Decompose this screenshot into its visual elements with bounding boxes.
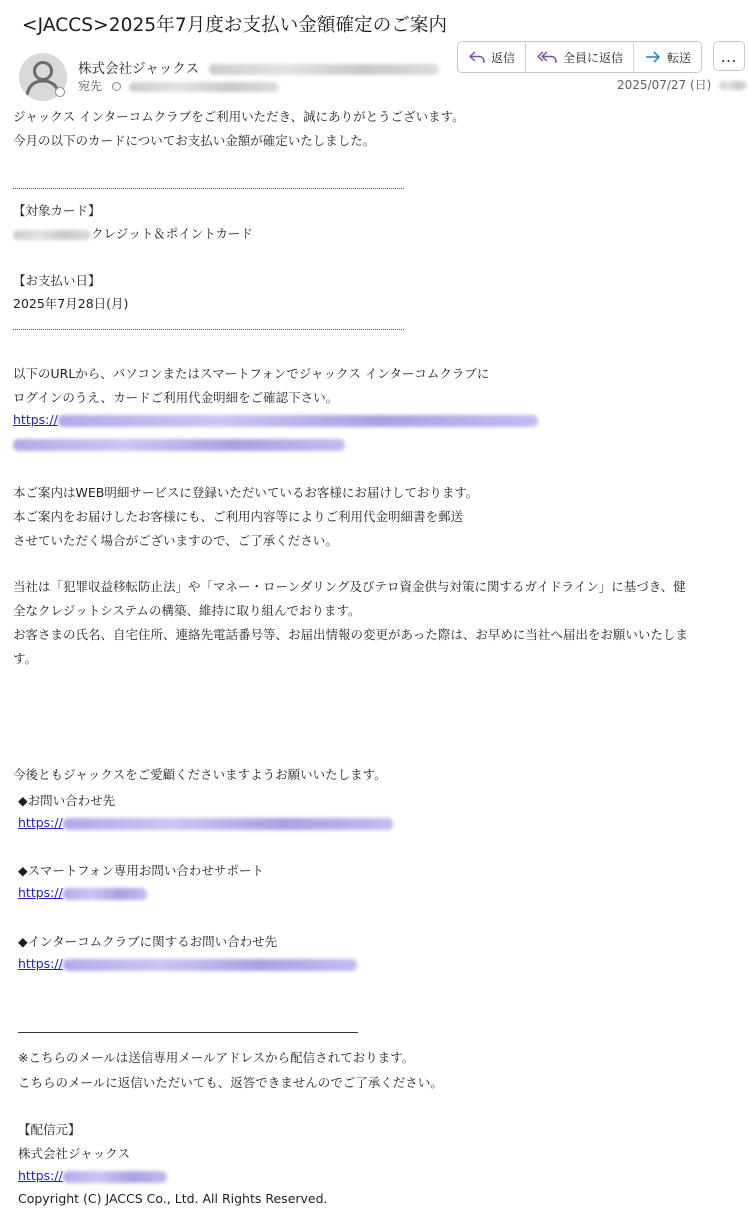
reply-button[interactable] [458,42,526,72]
reply-all-button[interactable] [526,42,634,72]
statement-link[interactable] [13,412,538,427]
law-line-4: す。 [13,651,38,666]
sender-link-redacted[interactable] [63,1171,167,1183]
payment-date: 2025年7月28日(月) [13,296,129,311]
contact-2-link-redacted[interactable] [63,888,147,900]
statement-link-redacted-2[interactable] [13,439,345,451]
presence-status-icon [55,87,65,97]
contact-3-link-prefix[interactable]: https:// [18,956,63,971]
sender-link-prefix[interactable]: https:// [18,1168,63,1183]
dotted-divider-top [13,188,404,189]
contact-2-label: ◆スマートフォン専用お問い合わせサポート [18,863,264,878]
contact-1-link[interactable] [18,815,393,830]
email-date [617,76,747,93]
copyright: Copyright (C) JACCS Co., Ltd. All Rights Reserved. [18,1191,328,1206]
url-intro-line-2: ログインのうえ、カードご利用代金明細をご確認下さい。 [13,390,339,405]
card-name: クレジット＆ポイントカード [91,226,253,241]
sender-name[interactable]: 株式会社ジャックス [78,61,200,77]
more-icon: … [720,46,738,66]
reply-icon [468,49,486,65]
to-label: 宛先 [78,79,103,93]
recipient-line [78,77,279,94]
recipient-status-icon [112,82,121,91]
statement-link-continued[interactable] [13,436,345,451]
reply-all-label: 全員に返信 [563,50,624,65]
footer-divider [18,1032,358,1033]
footer-line-1: ※こちらのメールは送信専用メールアドレスから配信されております。 [18,1050,415,1065]
sender-company: 株式会社ジャックス [18,1146,131,1161]
greeting-line-1: ジャックス インターコムクラブをご利用いただき、誠にありがとうございます。 [13,109,465,124]
recipient-address-redacted[interactable] [129,82,279,92]
time-redacted [719,81,747,90]
reply-label: 返信 [491,50,516,65]
sender-line[interactable] [78,57,439,77]
closing-line: 今後ともジャックスをご愛顧くださいますようお願いいたします。 [13,767,387,782]
notice-line-3: させていただく場合がございますので、ご了承ください。 [13,533,338,548]
card-number-redacted [13,230,91,240]
contact-2-link[interactable] [18,885,147,900]
notice-line-1: 本ご案内はWEB明細サービスに登録いただいているお客様にお届けしております。 [13,485,479,500]
payment-heading: 【お支払い日】 [13,273,101,288]
forward-icon [644,49,662,65]
contact-1-label: ◆お問い合わせ先 [18,793,116,808]
contact-1-link-redacted[interactable] [63,818,393,830]
notice-line-2: 本ご案内をお届けしたお客様にも、ご利用内容等によりご利用代金明細書を郵送 [13,509,464,524]
law-line-1: 当社は「犯罪収益移転防止法」や「マネー・ローンダリング及びテロ資金供与対策に関するガイドライン」に基づき、健 [13,579,686,594]
sender-heading: 【配信元】 [18,1122,81,1137]
email-subject: <JACCS>2025年7月度お支払い金額確定のご案内 [22,15,448,36]
contact-2-link-prefix[interactable]: https:// [18,885,63,900]
sender-address-redacted [209,64,439,75]
contact-3-link[interactable] [18,956,357,971]
sender-link[interactable] [18,1168,167,1183]
card-line [13,224,253,242]
date-text: 2025/07/27 (日) [617,78,712,92]
forward-button[interactable] [634,42,701,72]
footer-line-2: こちらのメールに返信いただいても、返答できませんのでご了承ください。 [18,1075,443,1090]
contact-3-label: ◆インターコムクラブに関するお問い合わせ先 [18,934,278,949]
dotted-divider-bottom [13,329,404,330]
contact-1-link-prefix[interactable]: https:// [18,815,63,830]
message-actions [457,41,702,73]
card-heading: 【対象カード】 [13,203,101,218]
more-actions-button[interactable] [713,41,745,71]
forward-label: 転送 [667,50,692,65]
law-line-3: お客さまの氏名、自宅住所、連絡先電話番号等、お届出情報の変更があった際は、お早めに当社へ届出をお願いいたしま [13,627,688,642]
url-intro-line-1: 以下のURLから、パソコンまたはスマートフォンでジャックス インターコムクラブに [13,366,490,381]
greeting-line-2: 今月の以下のカードについてお支払い金額が確定いたしました。 [13,133,376,148]
statement-link-prefix[interactable]: https:// [13,412,58,427]
reply-all-icon [536,49,558,65]
statement-link-redacted[interactable] [58,415,538,427]
law-line-2: 全なクレジットシステムの構築、維持に取り組んでおります。 [13,603,361,618]
contact-3-link-redacted[interactable] [63,959,357,971]
